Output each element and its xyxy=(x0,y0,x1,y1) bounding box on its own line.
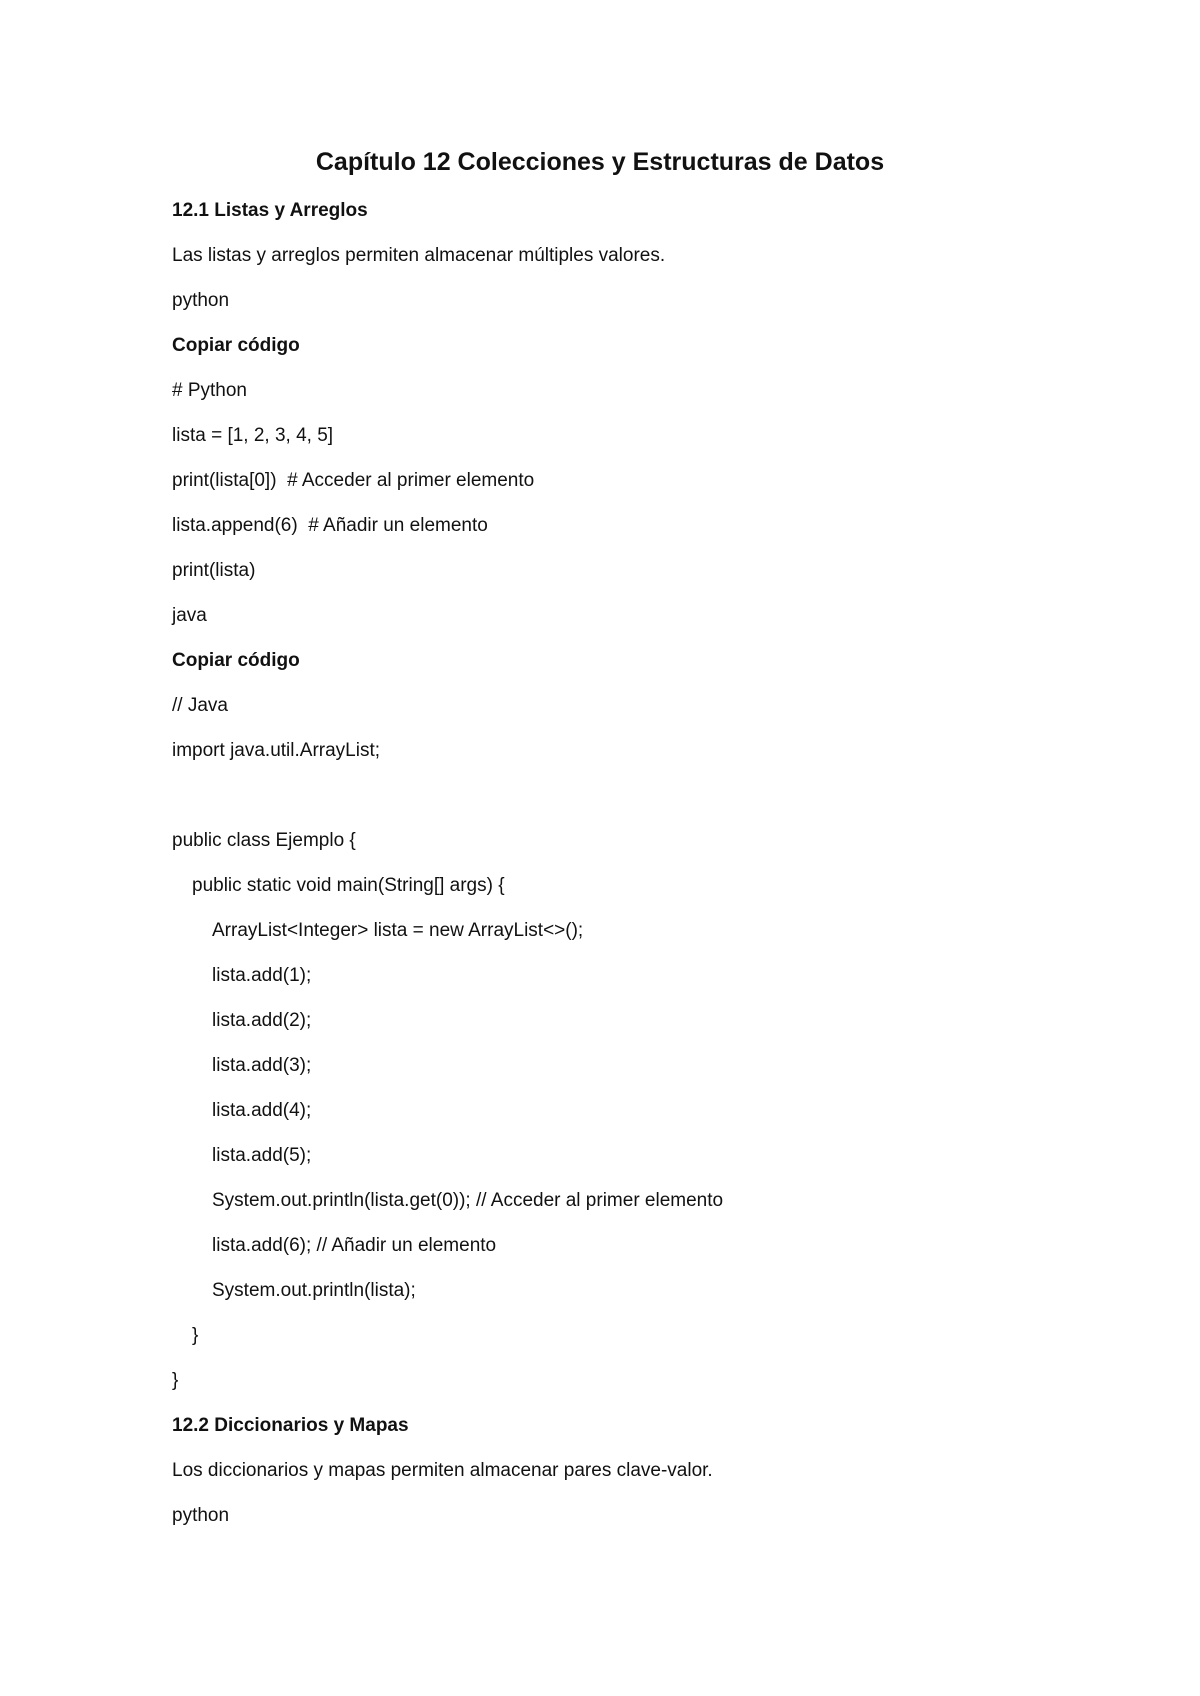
code-line: lista.add(3); xyxy=(212,1055,312,1076)
code-line: print(lista) xyxy=(172,560,256,581)
page-title: Capítulo 12 Colecciones y Estructuras de Datos xyxy=(315,148,885,176)
code-line: lista.add(6); // Añadir un elemento xyxy=(212,1235,497,1256)
section-intro-12-2: Los diccionarios y mapas permiten almacenar pares clave-valor. xyxy=(172,1460,713,1481)
code-line: lista.append(6) # Añadir un elemento xyxy=(172,515,488,536)
code-line: } xyxy=(192,1325,199,1346)
code-line: public class Ejemplo { xyxy=(172,830,356,851)
code-line: lista.add(4); xyxy=(212,1100,312,1121)
code-line: System.out.println(lista.get(0)); // Acceder al primer elemento xyxy=(212,1190,724,1211)
code-line: lista.add(1); xyxy=(212,965,312,986)
code-line: lista = [1, 2, 3, 4, 5] xyxy=(172,425,334,446)
code-line: public static void main(String[] args) { xyxy=(192,875,505,896)
code-language-label-python: python xyxy=(172,290,230,311)
code-line: print(lista[0]) # Acceder al primer elemento xyxy=(172,470,535,491)
section-intro-12-1: Las listas y arreglos permiten almacenar múltiples valores. xyxy=(172,245,666,266)
code-line: lista.add(2); xyxy=(212,1010,312,1031)
code-line: ArrayList<Integer> lista = new ArrayList<>(); xyxy=(212,920,584,941)
code-line: # Python xyxy=(172,380,247,401)
section-heading-12-1: 12.1 Listas y Arreglos xyxy=(172,200,368,221)
code-line: import java.util.ArrayList; xyxy=(172,740,381,761)
code-line: } xyxy=(172,1370,179,1391)
code-language-label-java: java xyxy=(172,605,207,626)
code-line: // Java xyxy=(172,695,228,716)
code-line: lista.add(5); xyxy=(212,1145,312,1166)
copy-code-label-java: Copiar código xyxy=(172,650,300,671)
code-language-label-python-2: python xyxy=(172,1505,230,1526)
section-heading-12-2: 12.2 Diccionarios y Mapas xyxy=(172,1415,409,1436)
code-line: System.out.println(lista); xyxy=(212,1280,416,1301)
copy-code-label-python: Copiar código xyxy=(172,335,300,356)
